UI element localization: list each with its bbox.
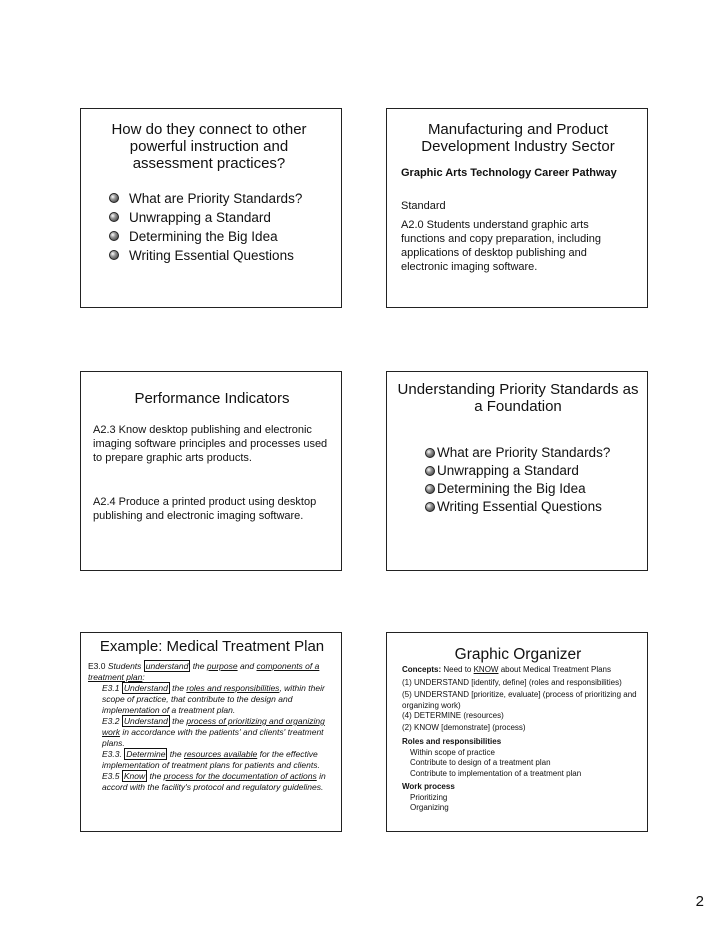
standard-e3-0: E3.0 Students understand the purpose and components of a treatment plan:: [88, 661, 320, 682]
slide-1-bullet-list: [109, 189, 302, 265]
bullet-icon: [425, 484, 435, 494]
work-heading: Work process: [402, 782, 455, 791]
bullet-icon: [109, 250, 119, 260]
roles-item: Within scope of practice: [410, 747, 495, 757]
slide-4-title: Understanding Priority Standards as a Foundation: [397, 381, 639, 415]
roles-item: Contribute to design of a treatment plan: [410, 758, 551, 767]
slide-5-title: Example: Medical Treatment Plan: [99, 638, 325, 655]
bullet-icon: [109, 231, 119, 241]
slide-3: [80, 371, 342, 571]
bullet-icon: [425, 466, 435, 476]
slide-1-bullet: What are Priority Standards?: [109, 189, 302, 208]
slide-1-title: How do they connect to other powerful instruction and assessment practices?: [111, 121, 307, 172]
slide-5: [80, 632, 342, 832]
concept-item: (2) KNOW [demonstrate] (process): [402, 722, 526, 732]
slide-3-indicator-a2-3: A2.3 Know desktop publishing and electronic imaging software principles and processes used to prepare graphic arts products.: [93, 424, 328, 464]
concept-item: (4) DETERMINE (resources): [402, 711, 504, 720]
standard-e3-5: E3.5 Know the process for the documentation of actions in accord with the facility's protocol and regulatory guidelines.: [102, 771, 326, 792]
slide-4-bullet: What are Priority Standards?: [425, 444, 610, 462]
slide-1-bullet: Determining the Big Idea: [109, 227, 302, 246]
bullet-icon: [109, 212, 119, 222]
roles-item: Contribute to implementation of a treatment plan: [410, 768, 582, 778]
slide-5-body: [88, 661, 338, 793]
work-item: Prioritizing: [410, 792, 448, 802]
standard-e3-2: E3.2 Understand the process of prioritizing and organizing work in accordance with the patients' and clients' treatment plans.: [102, 716, 325, 748]
slide-4: [386, 371, 648, 571]
slide-4-bullet-list: [425, 444, 610, 516]
bullet-icon: [425, 448, 435, 458]
slide-6-body: [402, 665, 642, 814]
concept-item: (5) UNDERSTAND [prioritize, evaluate] (process of prioritizing and organizing work): [402, 690, 637, 710]
slide-6-title: Graphic Organizer: [454, 646, 582, 663]
bullet-icon: [425, 502, 435, 512]
slide-3-indicator-a2-4: A2.4 Produce a printed product using desktop publishing and electronic imaging software.: [93, 496, 317, 522]
slide-2-subtitle: Graphic Arts Technology Career Pathway: [401, 167, 617, 179]
slide-1-bullet: Writing Essential Questions: [109, 246, 302, 265]
slide-2: [386, 108, 648, 308]
slide-1: [80, 108, 342, 308]
work-item: Organizing: [410, 803, 449, 812]
slide-4-bullet: Unwrapping a Standard: [425, 462, 610, 480]
slide-4-bullet: Writing Essential Questions: [425, 498, 610, 516]
slide-6: [386, 632, 648, 832]
slide-2-label: Standard: [401, 200, 446, 212]
slide-1-bullet: Unwrapping a Standard: [109, 208, 302, 227]
slide-2-text: A2.0 Students understand graphic arts functions and copy preparation, including applications of desktop publishing and electronic imaging software.: [401, 219, 601, 273]
standard-e3-3: E3.3. Determine the resources available for the effective implementation of treatment plans for patients and clients.: [102, 749, 320, 770]
slide-3-title: Performance Indicators: [134, 390, 290, 407]
slide-2-title: Manufacturing and Product Development Industry Sector: [421, 121, 615, 155]
page-number: 2: [695, 893, 704, 910]
bullet-icon: [109, 193, 119, 203]
standard-e3-1: E3.1 Understand the roles and responsibilities, within their scope of practice, that contribute to the design and implementation of a treatment plan.: [102, 683, 325, 715]
roles-heading: Roles and responsibilities: [402, 737, 502, 746]
slide-4-bullet: Determining the Big Idea: [425, 480, 610, 498]
concepts-line: Concepts: Need to KNOW about Medical Treatment Plans: [402, 665, 611, 674]
concept-item: (1) UNDERSTAND [identify, define] (roles and responsibilities): [402, 677, 622, 687]
